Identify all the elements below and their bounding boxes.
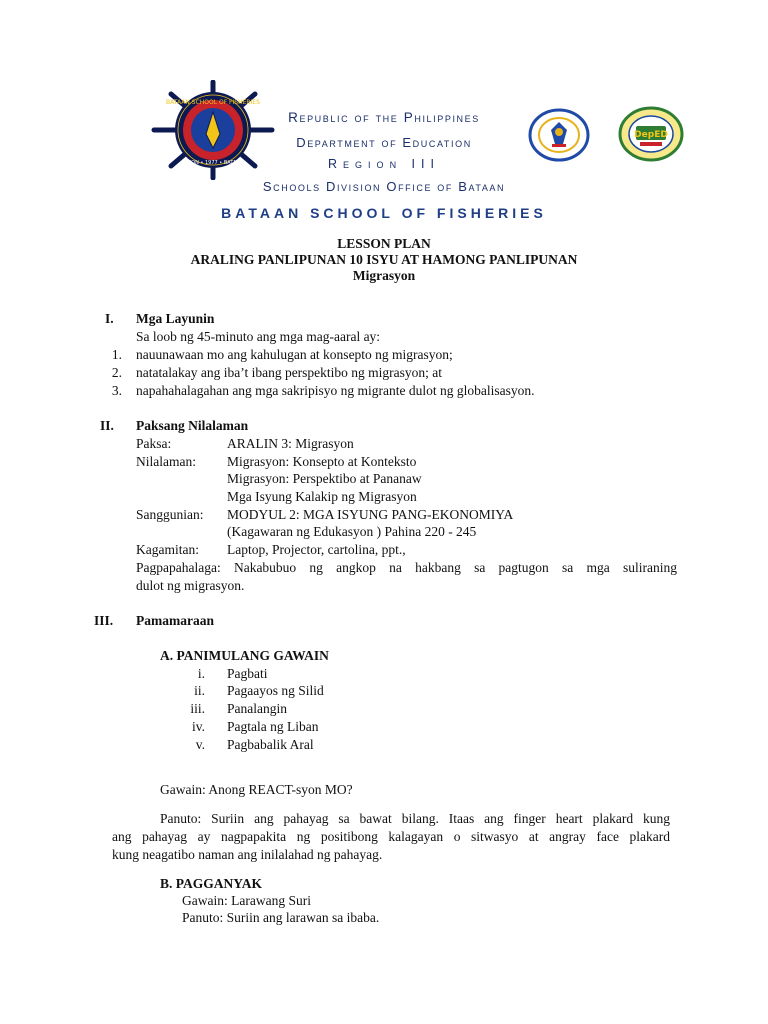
roman-numeral: v. (195, 737, 205, 752)
activity-item: Pagtala ng Liban (227, 719, 319, 734)
header-sdo: Schools Division Office of Bataan (262, 179, 506, 194)
activity-item: Pagaayos ng Silid (227, 683, 324, 698)
paksa-value: ARALIN 3: Migrasyon (227, 436, 354, 451)
subject-title: ARALING PANLIPUNAN 10 ISYU AT HAMONG PANLIPUNAN (190, 252, 578, 267)
activity-item: Pagbati (227, 666, 268, 681)
nilalaman-value: Migrasyon: Perspektibo at Pananaw (227, 471, 422, 486)
subsection-b-gawain: Gawain: Larawang Suri (182, 893, 311, 908)
objective-item: natatalakay ang iba’t ibang perspektibo ng migrasyon; at (136, 365, 443, 380)
paksa-label: Paksa: (136, 436, 172, 451)
pagpapahalaga-line: dulot ng migrasyon. (136, 578, 245, 593)
pagpapahalaga-line: Pagpapahalaga: Nakabubuo ng angkop na hakbang sa pagtugon sa mga suliraning (136, 560, 677, 575)
nilalaman-value: Migrasyon: Konsepto at Konteksto (227, 454, 417, 469)
panuto-line: kung neagatibo naman ang inilalahad ng pahayag. (112, 847, 383, 862)
activity-item: Pagbabalik Aral (227, 737, 314, 752)
section-3-heading: Pamamaraan (136, 613, 214, 628)
header-republic: Republic of the Philippines (288, 110, 480, 125)
objective-item: napahahalagahan ang mga sakripisyo ng migrante dulot ng globalisasyon. (136, 383, 535, 398)
sanggunian-value: MODYUL 2: MGA ISYUNG PANG-EKONOMIYA (227, 507, 514, 522)
roman-numeral: i. (197, 666, 205, 681)
nilalaman-value: Mga Isyung Kalakip ng Migrasyon (227, 489, 417, 504)
roman-numeral: iv. (192, 719, 205, 734)
section-2-numeral: II. (100, 418, 114, 433)
section-1-heading: Mga Layunin (136, 311, 215, 326)
lesson-plan-title: LESSON PLAN (337, 236, 431, 251)
section-2-heading: Paksang Nilalaman (136, 418, 249, 433)
topic-title: Migrasyon (352, 268, 416, 283)
objective-item: nauunawaan mo ang kahulugan at konsepto ng migrasyon; (136, 347, 453, 362)
kagamitan-label: Kagamitan: (136, 542, 199, 557)
section-1-intro: Sa loob ng 45-minuto ang mga mag-aaral ay: (136, 329, 381, 344)
svg-text:DepED: DepED (634, 130, 668, 140)
panuto-line: Panuto: Suriin ang pahayag sa bawat bilang. Itaas ang finger heart plakard kung (160, 811, 670, 826)
gawain-line: Gawain: Anong REACT-syon MO? (160, 782, 353, 797)
subsection-a-heading: A. PANIMULANG GAWAIN (160, 648, 329, 663)
activity-item: Panalangin (227, 701, 287, 716)
svg-text:BATAAN SCHOOL OF FISHERIES: BATAAN SCHOOL OF FISHERIES (166, 99, 260, 106)
roman-numeral: ii. (194, 683, 205, 698)
panuto-line: ang pahayag ay nagpapakita ng positibong kalagayan o sitwasyo at angray face plakard (112, 829, 670, 844)
svg-text:ORION • 1977 • BATAAN: ORION • 1977 • BATAAN (182, 160, 244, 166)
objective-number: 2. (111, 365, 122, 380)
section-1-numeral: I. (105, 311, 114, 326)
objective-number: 3. (111, 383, 122, 398)
section-3-numeral: III. (94, 613, 114, 628)
header-department: Department of Education (296, 135, 472, 150)
nilalaman-label: Nilalaman: (136, 454, 196, 469)
roman-numeral: iii. (190, 701, 205, 716)
kagamitan-value: Laptop, Projector, cartolina, ppt., (227, 542, 406, 557)
sanggunian-label: Sanggunian: (136, 507, 204, 522)
objective-number: 1. (111, 347, 122, 362)
header-region: Region III (328, 157, 440, 171)
subsection-b-panuto: Panuto: Suriin ang larawan sa ibaba. (182, 910, 380, 925)
subsection-b-heading: B. PAGGANYAK (160, 876, 263, 891)
sanggunian-value: (Kagawaran ng Edukasyon ) Pahina 220 - 245 (227, 524, 477, 539)
header-school-name: BATAAN SCHOOL OF FISHERIES (221, 205, 547, 221)
